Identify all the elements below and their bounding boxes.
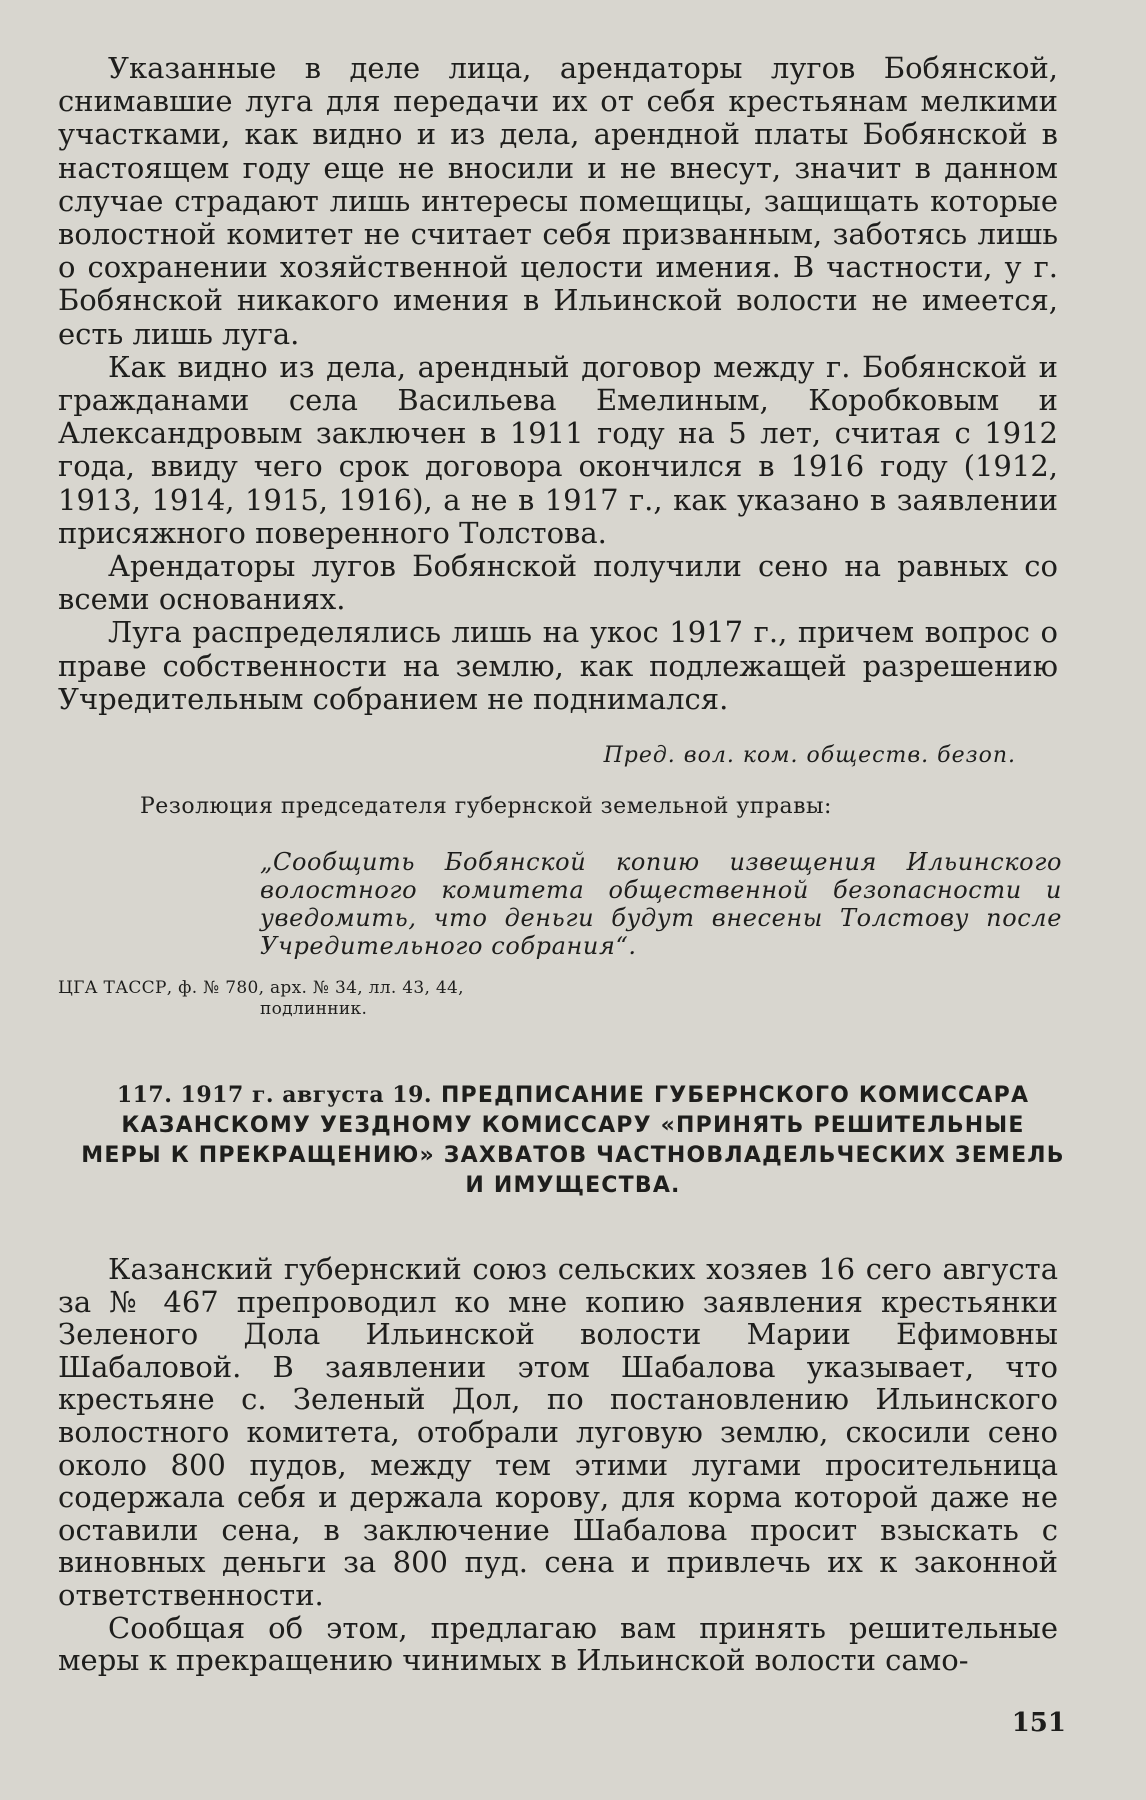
paragraph: Казанский губернский союз сельских хозяев 16 сего августа за № 467 препроводил ко мне копию заявления крестьянки Зеленого Дола Ильинской волости Марии Ефимовны Шабаловой. В заявлении этом Шабалова указывает, что крестьяне с. Зеленый Дол, по постановлению Ильинского волостного комитета, отобрали луговую землю, скосили сено около 800 пудов, между тем этими лугами просительница содержала себя и держала корову, для корма которой даже не оставили сена, в заключение Шабалова просит взыскать с виновных деньги за 800 пуд. сена и привлечь их к законной ответственности. [58, 1252, 1058, 1612]
letter-body [58, 52, 1058, 716]
paragraph: Как видно из дела, арендный договор между г. Бобянской и гражданами села Васильева Емелиным, Коробковым и Александровым заключен в 1911 году на 5 лет, считая с 1912 года, ввиду чего срок договора окончился в 1916 году (1912, 1913, 1914, 1915, 1916), а не в 1917 г., как указано в заявлении присяжного поверенного Толстова. [58, 349, 1058, 550]
paragraph: Арендаторы лугов Бобянской получили сено на равных со всеми основаниях. [58, 549, 1058, 617]
archive-reference [58, 978, 464, 1020]
resolution-label: Резолюция председателя губернской земельной управы: [140, 794, 832, 819]
page-number: 151 [1011, 1708, 1066, 1738]
order-body [58, 1253, 1058, 1677]
document-heading [80, 1080, 1066, 1201]
resolution-text: „Сообщить Бобянской копию извещения Ильинского волостного комитета общественной безопасности и уведомить, что деньги будут внесены Толстову после Учредительного собрания“. [260, 848, 1062, 960]
document-title: ПРЕДПИСАНИЕ ГУБЕРНСКОГО КОМИССАРА КАЗАНСКОМУ УЕЗДНОМУ КОМИССАРУ «ПРИНЯТЬ РЕШИТЕЛЬНЫЕ МЕРЫ К ПРЕКРАЩЕНИЮ» ЗАХВАТОВ ЧАСТНОВЛАДЕЛЬЧЕСКИХ ЗЕМЕЛЬ И ИМУЩЕСТВА. [81, 1083, 1065, 1198]
paragraph: Сообщая об этом, предлагаю вам принять решительные меры к прекращению чинимых в Ильинской волости само- [58, 1610, 1058, 1678]
paragraph: Луга распределялись лишь на укос 1917 г., причем вопрос о праве собственности на землю, как подлежащей разрешению Учредительным собранием не поднимался. [58, 615, 1058, 716]
archive-reference-line1: ЦГА ТАССР, ф. № 780, арх. № 34, лл. 43, 44, [58, 978, 464, 998]
paragraph: Указанные в деле лица, арендаторы лугов Бобянской, снимавшие луга для передачи их от себя крестьянам мелкими участками, как видно и из дела, арендной платы Бобянской в настоящем году еще не вносили и не внесут, значит в данном случае страдают лишь интересы помещицы, защищать которые волостной комитет не считает себя призванным, заботясь лишь о сохранении хозяйственной целости имения. В частности, у г. Бобянской никакого имения в Ильинской волости не имеется, есть лишь луга. [58, 51, 1058, 351]
document-number-date: 117. 1917 г. августа 19. [116, 1082, 433, 1108]
signature-line: Пред. вол. ком. обществ. безоп. [603, 743, 1016, 768]
archive-reference-line2: подлинник. [260, 999, 368, 1019]
